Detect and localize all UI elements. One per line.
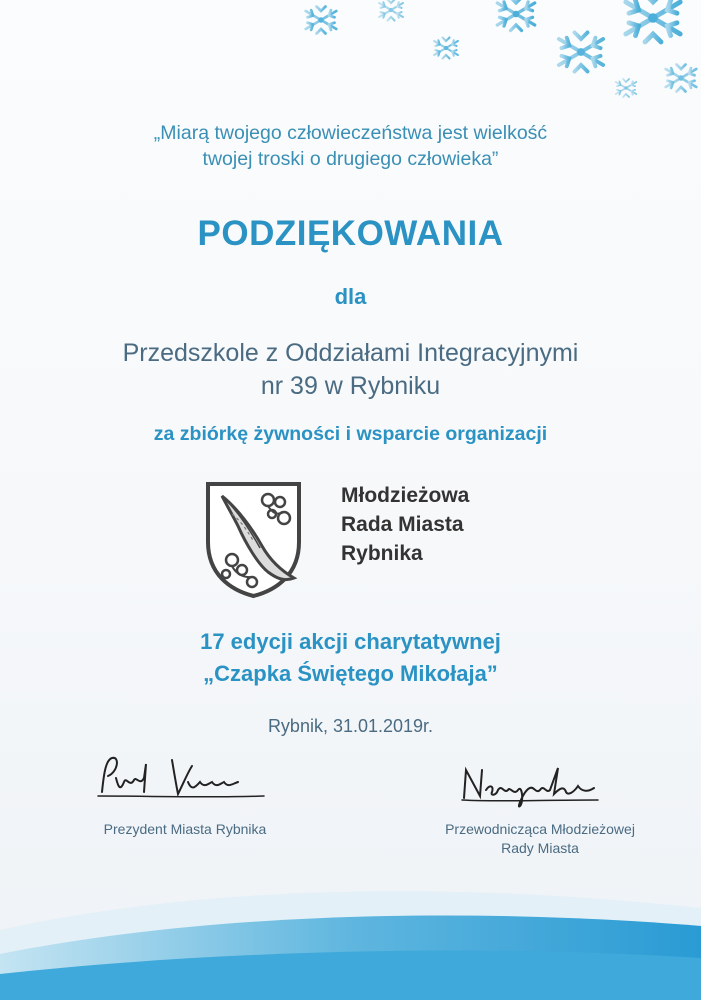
signer-president-title: Prezydent Miasta Rybnika	[103, 821, 267, 837]
organization-name	[341, 481, 469, 568]
recipient-line-2: nr 39 w Rybniku	[260, 372, 441, 400]
signature-chairwoman	[458, 762, 608, 810]
reason: za zbiórkę żywności i wsparcie organizacji	[153, 423, 548, 445]
signer-chairwoman-title-line-2: Rady Miasta	[501, 840, 579, 856]
signature-president	[92, 752, 272, 807]
issue-date: Rybnik, 31.01.2019r.	[267, 716, 434, 736]
organization-line-1: Młodzieżowa	[341, 484, 470, 507]
signer-president	[70, 820, 300, 839]
event-line-2: „Czapka Świętego Mikołaja”	[203, 661, 498, 686]
quote-line-1: „Miarą twojego człowieczeństwa jest wielkość	[153, 122, 548, 144]
snowflake-decoration	[281, 0, 701, 100]
recipient	[0, 337, 701, 403]
coat-of-arms-pike-icon	[202, 478, 305, 600]
dla-label: dla	[334, 284, 367, 309]
recipient-line-1: Przedszkole z Oddziałami Integracyjnymi	[122, 339, 579, 367]
quote	[0, 120, 701, 172]
event-line-1: 17 edycji akcji charytatywnej	[200, 629, 501, 654]
signer-chairwoman	[415, 820, 665, 858]
organization-line-3: Rybnika	[341, 542, 423, 565]
certificate-title: PODZIĘKOWANIA	[197, 214, 504, 253]
organization-line-2: Rada Miasta	[341, 513, 464, 536]
signer-chairwoman-title-line-1: Przewodnicząca Młodzieżowej	[445, 821, 635, 837]
bottom-wave-decoration	[0, 870, 701, 1000]
quote-line-2: twojej troski o drugiego człowieka”	[202, 148, 499, 170]
event	[0, 626, 701, 690]
